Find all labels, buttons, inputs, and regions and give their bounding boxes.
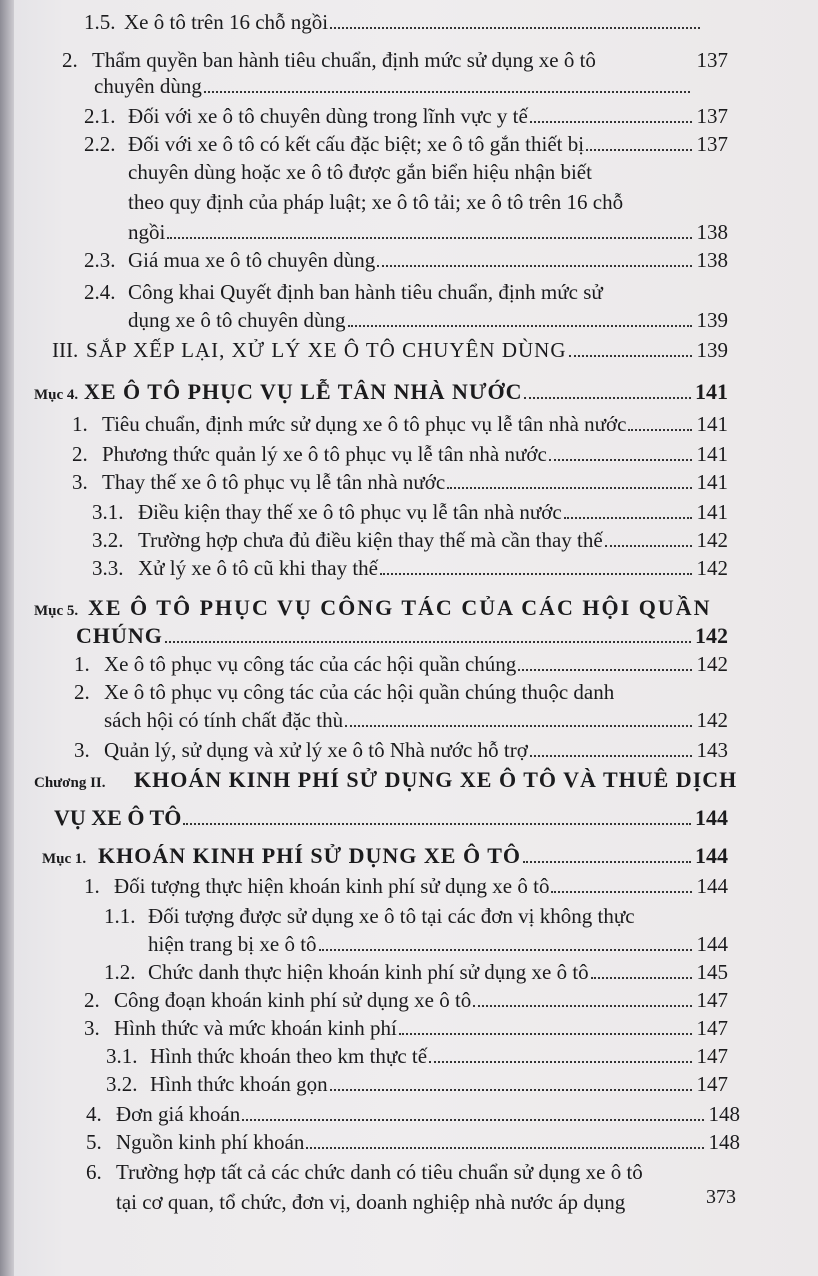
dot-leader [429, 1061, 692, 1063]
toc-entry [106, 1044, 728, 1068]
toc-text: Xe ô tô phục vụ công tác của các hội quần chúng [104, 652, 517, 676]
toc-text: hiện trang bị xe ô tô [148, 932, 317, 956]
toc-entry [104, 960, 728, 984]
toc-text: Đối tượng thực hiện khoán kinh phí sử dụng xe ô tô [114, 874, 550, 898]
dot-leader [549, 459, 692, 461]
dot-leader [330, 1089, 692, 1091]
toc-number: 6. [86, 1160, 102, 1184]
toc-page: 138 [696, 248, 728, 272]
toc-page: 142 [696, 708, 728, 732]
dot-leader [564, 517, 692, 519]
dot-leader [167, 237, 692, 239]
toc-text: Công đoạn khoán kinh phí sử dụng xe ô tô [114, 988, 472, 1012]
toc-page: 147 [696, 1044, 728, 1068]
dot-leader [330, 27, 700, 29]
toc-page: 137 [696, 132, 728, 156]
toc-entry [84, 248, 728, 272]
toc-text: ngồi [128, 220, 166, 244]
toc-number: 2.2. [84, 132, 116, 156]
toc-text: Hình thức khoán gọn [150, 1072, 328, 1096]
dot-leader [569, 355, 692, 357]
toc-entry-continuation [128, 308, 728, 332]
toc-entry [92, 556, 728, 580]
toc-entry [84, 104, 728, 128]
toc-page: 148 [708, 1130, 740, 1154]
dot-leader [518, 669, 692, 671]
toc-entry [86, 1102, 740, 1126]
toc-number: 2. [74, 680, 90, 704]
toc-entry [62, 48, 728, 72]
toc-text: sách hội có tính chất đặc thù [104, 708, 344, 732]
toc-chapter-entry [34, 768, 737, 795]
toc-text: Thay thế xe ô tô phục vụ lễ tân nhà nước [102, 470, 446, 494]
page-number: 373 [706, 1186, 736, 1208]
toc-number: 3.2. [106, 1072, 138, 1096]
toc-text: Điều kiện thay thế xe ô tô phục vụ lễ tân nhà nước [138, 500, 562, 524]
dot-leader [473, 1005, 692, 1007]
toc-number: 3.3. [92, 556, 124, 580]
toc-page: 142 [696, 556, 728, 580]
toc-entry [84, 132, 728, 156]
toc-entry [84, 1016, 728, 1040]
toc-text: Công khai Quyết định ban hành tiêu chuẩn, định mức sử [128, 280, 603, 304]
toc-entry [106, 1072, 728, 1096]
toc-page: 148 [708, 1102, 740, 1126]
toc-page: 141 [696, 442, 728, 466]
toc-entry [74, 738, 728, 762]
dot-leader [306, 1147, 704, 1149]
toc-page: 141 [696, 500, 728, 524]
toc-text: Đối với xe ô tô có kết cấu đặc biệt; xe ô tô gắn thiết bị [128, 132, 585, 156]
toc-text: Trường hợp tất cả các chức danh có tiêu chuẩn sử dụng xe ô tô [116, 1160, 643, 1184]
toc-text: Phương thức quản lý xe ô tô phục vụ lễ tân nhà nước [102, 442, 547, 466]
toc-text: chuyên dùng [94, 74, 202, 98]
toc-text: Giá mua xe ô tô chuyên dùng [128, 248, 376, 272]
toc-page: 147 [696, 1072, 728, 1096]
toc-text: Thẩm quyền ban hành tiêu chuẩn, định mức sử dụng xe ô tô [92, 48, 596, 72]
toc-entry-continuation [94, 74, 694, 98]
dot-leader [628, 429, 692, 431]
toc-text: CHÚNG [76, 623, 163, 648]
toc-page: 141 [696, 470, 728, 494]
toc-number: 3. [72, 470, 88, 494]
toc-page: 147 [696, 988, 728, 1012]
toc-entry [92, 500, 728, 524]
toc-entry [84, 10, 704, 34]
toc-text: Xe ô tô trên 16 chỗ ngồi [124, 10, 329, 34]
toc-number: 3.1. [106, 1044, 138, 1068]
dot-leader [586, 149, 692, 151]
toc-entry [84, 874, 728, 898]
toc-text: XE Ô TÔ PHỤC VỤ LỄ TÂN NHÀ NƯỚC [84, 379, 523, 404]
toc-number: 3.2. [92, 528, 124, 552]
toc-number: Mục 4. [34, 387, 79, 403]
dot-leader [377, 265, 692, 267]
toc-entry [72, 442, 728, 466]
toc-page: 147 [696, 1016, 728, 1040]
toc-page: 141 [695, 379, 728, 404]
dot-leader [447, 487, 692, 489]
dot-leader [165, 641, 691, 643]
toc-entry [84, 988, 728, 1012]
toc-number: 2.4. [84, 280, 116, 304]
toc-page: 142 [695, 623, 728, 648]
toc-page: 142 [696, 652, 728, 676]
dot-leader [530, 755, 692, 757]
toc-text: SẮP XẾP LẠI, XỬ LÝ XE Ô TÔ CHUYÊN DÙNG [86, 338, 567, 362]
toc-number: 3.1. [92, 500, 124, 524]
dot-leader [605, 545, 692, 547]
toc-number: 1. [84, 874, 100, 898]
toc-text: Tiêu chuẩn, định mức sử dụng xe ô tô phục vụ lễ tân nhà nước [102, 412, 627, 436]
dot-leader [591, 977, 692, 979]
toc-text: Hình thức và mức khoán kinh phí [114, 1016, 397, 1040]
dot-leader [183, 823, 691, 825]
toc-text: Đối với xe ô tô chuyên dùng trong lĩnh vực y tế [128, 104, 528, 128]
toc-entry-continuation [148, 932, 728, 956]
toc-page: 144 [695, 805, 728, 830]
toc-entry [92, 528, 728, 552]
page-spine-shadow [0, 0, 14, 1276]
dot-leader [204, 91, 690, 93]
toc-entry [84, 280, 728, 304]
toc-heading-entry [42, 844, 728, 871]
toc-entry [86, 1130, 740, 1154]
dot-leader [345, 725, 692, 727]
dot-leader [380, 573, 692, 575]
toc-section-entry [52, 338, 728, 362]
toc-number: Mục 5. [34, 603, 79, 619]
toc-number: 3. [84, 1016, 100, 1040]
toc-entry [72, 470, 728, 494]
toc-number: 1. [72, 412, 88, 436]
toc-text: Xử lý xe ô tô cũ khi thay thế [138, 556, 379, 580]
toc-number: 2.3. [84, 248, 116, 272]
toc-text: Nguồn kinh phí khoán [116, 1130, 305, 1154]
toc-page: 137 [696, 104, 728, 128]
toc-text: Đối tượng được sử dụng xe ô tô tại các đơn vị không thực [148, 904, 635, 928]
toc-page: 137 [696, 48, 728, 72]
toc-heading-entry [34, 380, 728, 407]
toc-text: VỤ XE Ô TÔ [54, 805, 182, 830]
toc-text: KHOÁN KINH PHÍ SỬ DỤNG XE Ô TÔ VÀ THUÊ DỊCH [134, 767, 738, 792]
toc-number: 3. [74, 738, 90, 762]
toc-text: Trường hợp chưa đủ điều kiện thay thế mà cần thay thế [138, 528, 603, 552]
toc-number: 2. [72, 442, 88, 466]
toc-text: Chức danh thực hiện khoán kinh phí sử dụng xe ô tô [148, 960, 589, 984]
toc-number: 5. [86, 1130, 102, 1154]
toc-number: 1.5. [84, 10, 116, 34]
dot-leader [319, 949, 692, 951]
toc-page: 142 [696, 528, 728, 552]
toc-text: KHOÁN KINH PHÍ SỬ DỤNG XE Ô TÔ [98, 843, 521, 868]
toc-entry [86, 1160, 643, 1184]
toc-heading-entry [34, 596, 712, 623]
toc-number: 2. [84, 988, 100, 1012]
toc-text: Hình thức khoán theo km thực tế [150, 1044, 428, 1068]
toc-page: 141 [696, 412, 728, 436]
toc-number: III. [52, 338, 79, 362]
toc-number: Chương II. [34, 775, 106, 791]
toc-page: 139 [696, 338, 728, 362]
toc-number: 1. [74, 652, 90, 676]
toc-page: 143 [696, 738, 728, 762]
toc-entry-continuation [76, 624, 728, 648]
dot-leader [524, 397, 691, 399]
toc-entry [72, 412, 728, 436]
toc-entry-continuation [128, 220, 728, 244]
dot-leader [523, 861, 691, 863]
toc-entry-continuation [104, 708, 728, 732]
toc-page: 144 [695, 843, 728, 868]
toc-page: 138 [696, 220, 728, 244]
toc-page: 145 [696, 960, 728, 984]
toc-page: 144 [696, 932, 728, 956]
toc-entry [74, 652, 728, 676]
toc-number: 2. [62, 48, 78, 72]
dot-leader [530, 121, 692, 123]
toc-text: Quản lý, sử dụng và xử lý xe ô tô Nhà nước hỗ trợ [104, 738, 528, 762]
toc-entry-continuation: chuyên dùng hoặc xe ô tô được gắn biển hiệu nhận biết [128, 160, 592, 184]
dot-leader [551, 891, 692, 893]
toc-number: 2.1. [84, 104, 116, 128]
toc-number: 4. [86, 1102, 102, 1126]
toc-text: Đơn giá khoán [116, 1102, 241, 1126]
toc-text: Xe ô tô phục vụ công tác của các hội quần chúng thuộc danh [104, 680, 615, 704]
toc-entry-continuation: tại cơ quan, tổ chức, đơn vị, doanh nghiệp nhà nước áp dụng [116, 1190, 626, 1214]
toc-entry [104, 904, 635, 928]
toc-number: Mục 1. [42, 851, 87, 867]
toc-page: 144 [696, 874, 728, 898]
dot-leader [348, 325, 692, 327]
toc-entry-continuation: theo quy định của pháp luật; xe ô tô tải; xe ô tô trên 16 chỗ [128, 190, 624, 214]
toc-number: 1.1. [104, 904, 136, 928]
dot-leader [399, 1033, 692, 1035]
toc-entry [74, 680, 614, 704]
toc-page: 139 [696, 308, 728, 332]
toc-text: XE Ô TÔ PHỤC VỤ CÔNG TÁC CỦA CÁC HỘI QUẦN [88, 595, 712, 620]
toc-entry-continuation [54, 806, 728, 830]
toc-number: 1.2. [104, 960, 136, 984]
dot-leader [242, 1119, 704, 1121]
toc-text: dụng xe ô tô chuyên dùng [128, 308, 346, 332]
